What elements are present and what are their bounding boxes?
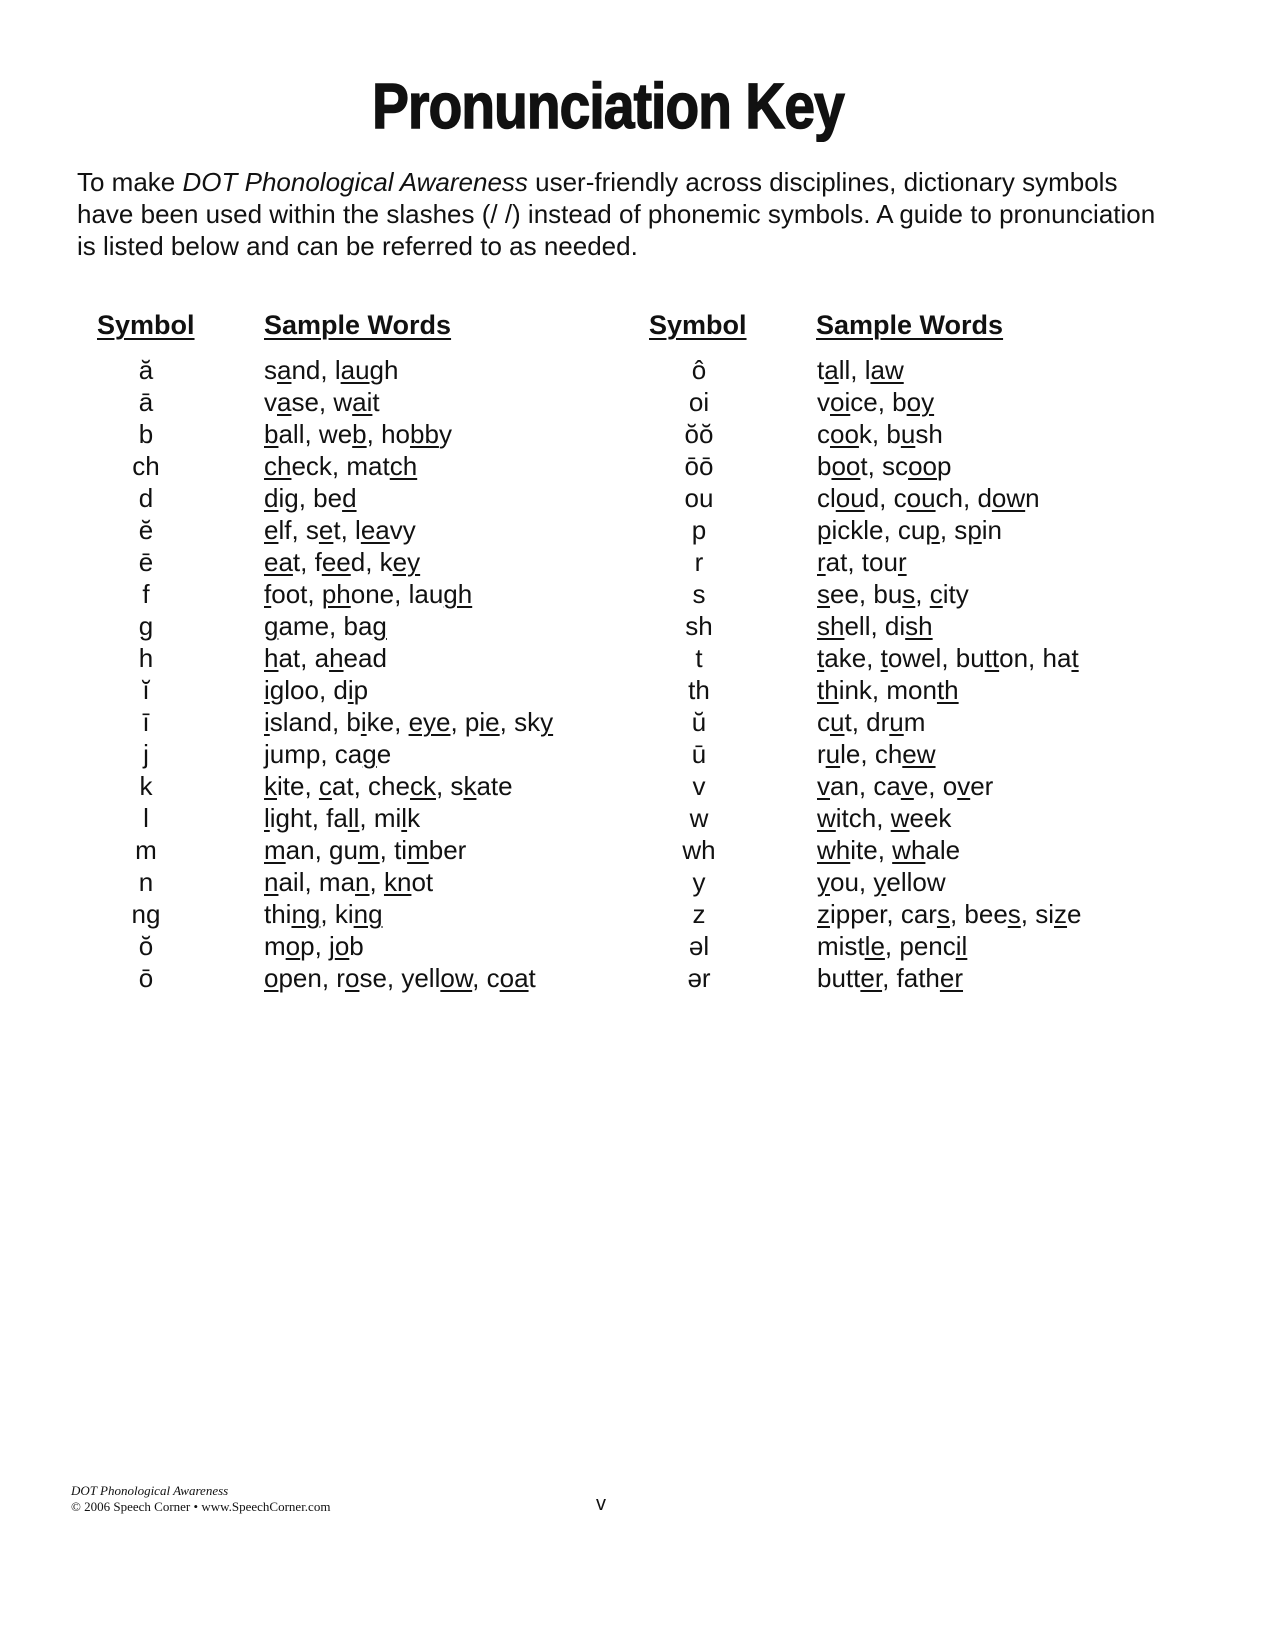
underlined-sound: t [880,643,888,673]
underlined-sound: ck [409,771,436,801]
left-key-row [96,706,616,738]
underlined-sound: y [540,707,554,737]
underlined-sound: ph [321,579,351,609]
underlined-sound: o [344,963,360,993]
underlined-sound: ow [440,963,473,993]
left-key-table [96,354,616,994]
left-key-row [96,386,616,418]
sample-words: you, yellow [817,867,946,897]
intro-title-italic: DOT Phonological Awareness [182,167,528,197]
underlined-sound: r [817,547,826,577]
underlined-sound: ie [479,707,500,737]
underlined-sound: oa [499,963,529,993]
right-key-row [649,866,1169,898]
sample-words: foot, phone, laugh [264,579,473,609]
phonetic-symbol: r [694,547,704,577]
underlined-sound: ee [321,547,351,577]
phonetic-symbol: ĕ [138,515,154,545]
phonetic-symbol: d [138,483,154,513]
underlined-sound: n [264,867,279,897]
right-key-row [649,930,1169,962]
left-key-row [96,578,616,610]
underlined-sound: l [401,803,408,833]
sample-words: ball, web, hobby [264,419,452,449]
underlined-sound: a [277,355,292,385]
right-key-row [649,834,1169,866]
sample-words: elf, set, leavy [264,515,416,545]
sample-words: sand, laugh [264,355,399,385]
underlined-sound: u [830,707,845,737]
footer [71,1483,330,1515]
underlined-sound: kn [383,867,412,897]
right-key-table [649,354,1169,994]
sample-words: boot, scoop [817,451,952,481]
phonetic-symbol: b [138,419,154,449]
underlined-sound: u [825,739,841,769]
underlined-sound: ow [991,483,1026,513]
underlined-sound: t [1071,643,1079,673]
underlined-sound: b [264,419,279,449]
phonetic-symbol: ng [131,899,161,929]
underlined-sound: bb [410,419,439,449]
underlined-sound: z [1054,899,1068,929]
underlined-sound: ou [906,483,936,513]
page-title: Pronunciation Key [372,70,844,142]
footer-copyright: © 2006 Speech Corner • www.SpeechCorner.com [71,1499,331,1514]
left-key-row [96,418,616,450]
phonetic-symbol: ŏŏ [684,419,714,449]
left-key-row [96,674,616,706]
underlined-sound: ou [835,483,865,513]
underlined-sound: er [939,963,964,993]
phonetic-symbol: s [692,579,706,609]
sample-words: think, month [817,675,959,705]
underlined-sound: sh [905,611,933,641]
left-key-row [96,866,616,898]
underlined-sound: p [925,515,940,545]
underlined-sound: er [860,963,883,993]
phonetic-symbol: ch [132,451,160,481]
sample-words: mistle, pencil [817,931,968,961]
underlined-sound: i [264,707,270,737]
phonetic-symbol: ī [142,707,150,737]
phonetic-symbol: ū [691,739,707,769]
underlined-sound: ai [352,387,373,417]
underlined-sound: au [340,355,370,385]
phonetic-symbol: t [695,643,703,673]
phonetic-symbol: v [692,771,706,801]
right-key-row [649,674,1169,706]
phonetic-symbol: ā [138,387,154,417]
sample-words: mop, job [264,931,364,961]
underlined-sound: o [334,931,350,961]
underlined-sound: i [347,675,354,705]
left-key-row [96,610,616,642]
phonetic-symbol: l [143,803,149,833]
underlined-sound: k [264,771,277,801]
sample-words: eat, feed, key [264,547,421,577]
right-key-row [649,514,1169,546]
underlined-sound: ey [392,547,421,577]
sample-words: open, rose, yellow, coat [264,963,536,993]
underlined-sound: ng [291,899,321,929]
sample-words: thing, king [264,899,383,929]
phonetic-symbol: m [135,835,157,865]
underlined-sound: ng [353,899,383,929]
underlined-sound: o [285,931,301,961]
left-key-row [96,450,616,482]
underlined-sound: c [929,579,943,609]
underlined-sound: i [264,675,270,705]
phonetic-symbol: y [692,867,706,897]
sample-words: igloo, dip [264,675,369,705]
sample-words: tall, law [817,355,904,385]
left-key-row [96,642,616,674]
underlined-sound: d [342,483,357,513]
underlined-sound: gh [443,579,473,609]
underlined-sound: oi [830,387,851,417]
phonetic-symbol: g [138,611,154,641]
underlined-sound: f [264,579,272,609]
intro-paragraph [77,166,1177,262]
phonetic-symbol: əl [688,931,710,961]
footer-book-title: DOT Phonological Awareness [71,1483,229,1498]
underlined-sound: ea [264,547,293,577]
sample-words: butter, father [817,963,964,993]
phonetic-symbol: ŏ [138,931,154,961]
phonetic-symbol: z [692,899,706,929]
underlined-sound: ll [347,803,360,833]
sample-words: cut, drum [817,707,926,737]
underlined-sound: v [900,771,914,801]
underlined-sound: g [264,611,279,641]
right-key-row [649,802,1169,834]
phonetic-symbol: f [142,579,150,609]
right-key-row [649,578,1169,610]
underlined-sound: m [264,835,286,865]
underlined-sound: th [936,675,959,705]
intro-text-rest: user-friendly across disciplines, dictionary symbols have been used within the slashes (/ /) instead of phonemic symbols. A guide to pronunciation is listed below and can be referred to as needed. [77,167,1156,261]
right-key-row [649,642,1169,674]
underlined-sound: g [372,611,387,641]
phonetic-symbol: ô [691,355,707,385]
underlined-sound: g [362,739,377,769]
phonetic-symbol: k [139,771,153,801]
phonetic-symbol: ă [138,355,154,385]
right-key-row [649,738,1169,770]
sample-words: pickle, cup, spin [817,515,1003,545]
underlined-sound: i [360,707,367,737]
underlined-sound: m [357,835,380,865]
sample-words: light, fall, milk [264,803,421,833]
sample-words: rat, tour [817,547,907,577]
left-key-row [96,546,616,578]
phonetic-symbol: ou [684,483,714,513]
underlined-sound: a [277,387,292,417]
right-key-row [649,482,1169,514]
sample-words: game, bag [264,611,387,641]
page-number: v [596,1493,606,1515]
underlined-sound: p [817,515,832,545]
underlined-sound: n [355,867,370,897]
underlined-sound: il [955,931,968,961]
sample-words: zipper, cars, bees, size [817,899,1082,929]
underlined-sound: wh [817,835,851,865]
phonetic-symbol: ər [687,963,711,993]
underlined-sound: wh [892,835,926,865]
sample-words: rule, chew [817,739,936,769]
underlined-sound: v [817,771,830,801]
left-key-row [96,738,616,770]
right-key-row [649,770,1169,802]
sample-words: island, bike, eye, pie, sky [264,707,554,737]
intro-text-start: To make [77,167,183,197]
sample-words: nail, man, knot [264,867,434,897]
underlined-sound: th [817,675,839,705]
sample-words: man, gum, timber [264,835,467,865]
sample-words: shell, dish [817,611,933,641]
left-key-row [96,930,616,962]
phonetic-symbol: ē [138,547,154,577]
underlined-sound: r [897,547,907,577]
sample-words: hat, ahead [264,643,387,673]
right-symbol-header: Symbol [649,310,747,340]
right-sample-words-header: Sample Words [816,310,1004,340]
underlined-sound: h [329,643,344,673]
underlined-sound: oo [831,451,861,481]
left-key-row [96,898,616,930]
sample-words: take, towel, button, hat [817,643,1079,673]
underlined-sound: u [900,419,916,449]
underlined-sound: s [936,899,950,929]
left-key-row [96,482,616,514]
sample-words: cloud, couch, down [817,483,1040,513]
underlined-sound: ch [389,451,418,481]
sample-words: jump, cage [264,739,392,769]
underlined-sound: b [352,419,367,449]
underlined-sound: j [264,739,270,769]
underlined-sound: tt [984,643,1000,673]
underlined-sound: ch [264,451,292,481]
right-key-row [649,418,1169,450]
sample-words: dig, bed [264,483,357,513]
sample-words: vase, wait [264,387,380,417]
underlined-sound: ea [360,515,390,545]
underlined-sound: z [817,899,830,929]
phonetic-symbol: oi [688,387,710,417]
sample-words: white, whale [817,835,961,865]
underlined-sound: o [264,963,279,993]
underlined-sound: le [864,931,885,961]
sample-words: cook, bush [817,419,943,449]
right-key-row [649,706,1169,738]
phonetic-symbol: n [138,867,154,897]
right-key-row [649,898,1169,930]
phonetic-symbol: sh [685,611,713,641]
left-symbol-header: Symbol [97,310,195,340]
underlined-sound: oo [830,419,859,449]
underlined-sound: w [890,803,910,833]
underlined-sound: h [264,643,279,673]
underlined-sound: eye [408,707,451,737]
underlined-sound: k [463,771,477,801]
underlined-sound: y [873,867,887,897]
phonetic-symbol: j [143,739,149,769]
underlined-sound: s [902,579,916,609]
underlined-sound: e [318,515,334,545]
left-sample-words-header: Sample Words [264,310,452,340]
underlined-sound: a [824,355,839,385]
right-key-row [649,962,1169,994]
right-key-row [649,386,1169,418]
underlined-sound: ew [902,739,936,769]
underlined-sound: e [264,515,279,545]
left-key-row [96,834,616,866]
phonetic-symbol: h [138,643,154,673]
phonetic-symbol: ŭ [691,707,707,737]
underlined-sound: s [1007,899,1021,929]
left-key-row [96,962,616,994]
sample-words: voice, boy [817,387,935,417]
underlined-sound: u [889,707,904,737]
sample-words: see, bus, city [817,579,969,609]
phonetic-symbol: ĭ [142,675,150,705]
underlined-sound: d [264,483,279,513]
sample-words: witch, week [817,803,952,833]
underlined-sound: aw [870,355,904,385]
right-key-row [649,546,1169,578]
underlined-sound: w [817,803,836,833]
phonetic-symbol: th [688,675,710,705]
underlined-sound: oy [906,387,935,417]
phonetic-symbol: w [689,803,709,833]
underlined-sound: p [967,515,982,545]
phonetic-symbol: ōō [684,451,714,481]
underlined-sound: s [817,579,830,609]
underlined-sound: c [318,771,332,801]
left-key-row [96,802,616,834]
underlined-sound: l [264,803,270,833]
right-key-row [649,450,1169,482]
left-key-row [96,354,616,386]
underlined-sound: y [817,867,830,897]
sample-words: check, match [264,451,418,481]
left-key-row [96,514,616,546]
underlined-sound: oo [908,451,937,481]
sample-words: van, cave, over [817,771,994,801]
phonetic-symbol: p [691,515,707,545]
underlined-sound: v [957,771,971,801]
right-key-row [649,610,1169,642]
phonetic-symbol: wh [682,835,716,865]
underlined-sound: sh [817,611,845,641]
underlined-sound: t [817,643,825,673]
phonetic-symbol: ō [138,963,154,993]
underlined-sound: m [407,835,429,865]
sample-words: kite, cat, check, skate [264,771,513,801]
right-key-row [649,354,1169,386]
left-key-row [96,770,616,802]
